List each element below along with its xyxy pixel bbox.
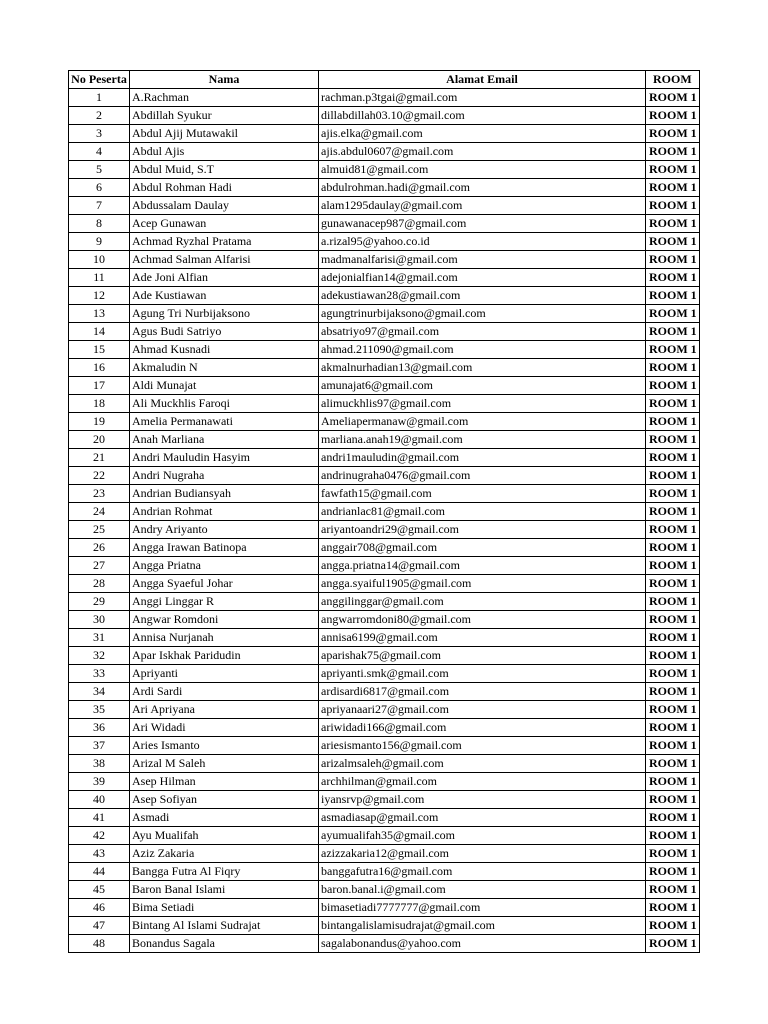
participant-email: ayumualifah35@gmail.com [319, 827, 646, 845]
participant-email: sagalabonandus@yahoo.com [319, 935, 646, 953]
row-number: 35 [69, 701, 130, 719]
participant-email: ajis.abdul0607@gmail.com [319, 143, 646, 161]
participant-email: andrianlac81@gmail.com [319, 503, 646, 521]
participant-table [68, 70, 700, 953]
table-row [69, 863, 700, 881]
table-row [69, 143, 700, 161]
table-row [69, 233, 700, 251]
participant-email: agungtrinurbijaksono@gmail.com [319, 305, 646, 323]
participant-email: gunawanacep987@gmail.com [319, 215, 646, 233]
room-assignment: ROOM 1 [646, 251, 700, 269]
room-assignment: ROOM 1 [646, 575, 700, 593]
room-assignment: ROOM 1 [646, 557, 700, 575]
row-number: 1 [69, 89, 130, 107]
room-assignment: ROOM 1 [646, 791, 700, 809]
participant-name: Angwar Romdoni [130, 611, 319, 629]
row-number: 3 [69, 125, 130, 143]
row-number: 13 [69, 305, 130, 323]
participant-email: bimasetiadi7777777@gmail.com [319, 899, 646, 917]
participant-email: asmadiasap@gmail.com [319, 809, 646, 827]
participant-name: Andri Nugraha [130, 467, 319, 485]
participant-name: Asep Hilman [130, 773, 319, 791]
row-number: 29 [69, 593, 130, 611]
participant-name: Abdul Muid, S.T [130, 161, 319, 179]
participant-name: Akmaludin N [130, 359, 319, 377]
participant-name: Aries Ismanto [130, 737, 319, 755]
table-row [69, 287, 700, 305]
table-row [69, 665, 700, 683]
participant-email: apriyanaari27@gmail.com [319, 701, 646, 719]
participant-name: Annisa Nurjanah [130, 629, 319, 647]
participant-email: apriyanti.smk@gmail.com [319, 665, 646, 683]
table-row [69, 485, 700, 503]
room-assignment: ROOM 1 [646, 287, 700, 305]
participant-email: marliana.anah19@gmail.com [319, 431, 646, 449]
row-number: 28 [69, 575, 130, 593]
row-number: 11 [69, 269, 130, 287]
participant-name: Abdillah Syukur [130, 107, 319, 125]
room-assignment: ROOM 1 [646, 737, 700, 755]
participant-name: Ahmad Kusnadi [130, 341, 319, 359]
participant-name: Ali Muckhlis Faroqi [130, 395, 319, 413]
participant-email: ariwidadi166@gmail.com [319, 719, 646, 737]
participant-name: Angga Irawan Batinopa [130, 539, 319, 557]
participant-name: Arizal M Saleh [130, 755, 319, 773]
participant-email: ajis.elka@gmail.com [319, 125, 646, 143]
row-number: 44 [69, 863, 130, 881]
row-number: 26 [69, 539, 130, 557]
room-assignment: ROOM 1 [646, 125, 700, 143]
participant-name: Apar Iskhak Paridudin [130, 647, 319, 665]
participant-email: Ameliapermanaw@gmail.com [319, 413, 646, 431]
participant-name: Ari Apriyana [130, 701, 319, 719]
participant-name: Ari Widadi [130, 719, 319, 737]
participant-email: adejonialfian14@gmail.com [319, 269, 646, 287]
participant-email: bintangalislamisudrajat@gmail.com [319, 917, 646, 935]
row-number: 20 [69, 431, 130, 449]
table-row [69, 89, 700, 107]
participant-email: anggair708@gmail.com [319, 539, 646, 557]
room-assignment: ROOM 1 [646, 827, 700, 845]
room-assignment: ROOM 1 [646, 503, 700, 521]
table-row [69, 251, 700, 269]
row-number: 16 [69, 359, 130, 377]
participant-name: Abdul Rohman Hadi [130, 179, 319, 197]
row-number: 42 [69, 827, 130, 845]
participant-email: angga.syaiful1905@gmail.com [319, 575, 646, 593]
table-row [69, 827, 700, 845]
row-number: 23 [69, 485, 130, 503]
table-row [69, 539, 700, 557]
row-number: 14 [69, 323, 130, 341]
row-number: 38 [69, 755, 130, 773]
participant-email: angwarromdoni80@gmail.com [319, 611, 646, 629]
row-number: 22 [69, 467, 130, 485]
table-row [69, 341, 700, 359]
table-row [69, 305, 700, 323]
room-assignment: ROOM 1 [646, 89, 700, 107]
room-assignment: ROOM 1 [646, 107, 700, 125]
participant-email: abdulrohman.hadi@gmail.com [319, 179, 646, 197]
participant-name: Abdul Ajis [130, 143, 319, 161]
room-assignment: ROOM 1 [646, 485, 700, 503]
room-assignment: ROOM 1 [646, 611, 700, 629]
room-assignment: ROOM 1 [646, 341, 700, 359]
table-row [69, 935, 700, 953]
participant-name: Ayu Mualifah [130, 827, 319, 845]
room-assignment: ROOM 1 [646, 269, 700, 287]
participant-email: archhilman@gmail.com [319, 773, 646, 791]
table-row [69, 809, 700, 827]
table-row [69, 737, 700, 755]
participant-email: baron.banal.i@gmail.com [319, 881, 646, 899]
table-row [69, 215, 700, 233]
header-no-peserta: No Peserta [69, 71, 130, 89]
row-number: 10 [69, 251, 130, 269]
participant-name: Anah Marliana [130, 431, 319, 449]
room-assignment: ROOM 1 [646, 521, 700, 539]
table-row [69, 413, 700, 431]
table-row [69, 197, 700, 215]
row-number: 21 [69, 449, 130, 467]
table-row [69, 179, 700, 197]
table-row [69, 269, 700, 287]
room-assignment: ROOM 1 [646, 539, 700, 557]
row-number: 12 [69, 287, 130, 305]
room-assignment: ROOM 1 [646, 809, 700, 827]
participant-email: azizzakaria12@gmail.com [319, 845, 646, 863]
table-row [69, 395, 700, 413]
row-number: 46 [69, 899, 130, 917]
participant-name: Acep Gunawan [130, 215, 319, 233]
room-assignment: ROOM 1 [646, 755, 700, 773]
room-assignment: ROOM 1 [646, 449, 700, 467]
participant-name: Andrian Rohmat [130, 503, 319, 521]
table-row [69, 125, 700, 143]
table-row [69, 719, 700, 737]
row-number: 45 [69, 881, 130, 899]
participant-email: alam1295daulay@gmail.com [319, 197, 646, 215]
participant-email: arizalmsaleh@gmail.com [319, 755, 646, 773]
table-row [69, 755, 700, 773]
table-row [69, 773, 700, 791]
table-body [69, 89, 700, 953]
table-row [69, 917, 700, 935]
room-assignment: ROOM 1 [646, 917, 700, 935]
participant-name: Aldi Munajat [130, 377, 319, 395]
header-row [69, 71, 700, 89]
participant-email: andrinugraha0476@gmail.com [319, 467, 646, 485]
participant-email: andri1mauludin@gmail.com [319, 449, 646, 467]
participant-email: akmalnurhadian13@gmail.com [319, 359, 646, 377]
row-number: 18 [69, 395, 130, 413]
participant-name: Agung Tri Nurbijaksono [130, 305, 319, 323]
table-row [69, 593, 700, 611]
header-alamat-email: Alamat Email [319, 71, 646, 89]
participant-name: Angga Syaeful Johar [130, 575, 319, 593]
participant-name: Bintang Al Islami Sudrajat [130, 917, 319, 935]
table-row [69, 323, 700, 341]
room-assignment: ROOM 1 [646, 935, 700, 953]
participant-name: Ade Joni Alfian [130, 269, 319, 287]
table-row [69, 377, 700, 395]
participant-name: Angga Priatna [130, 557, 319, 575]
row-number: 39 [69, 773, 130, 791]
row-number: 2 [69, 107, 130, 125]
row-number: 7 [69, 197, 130, 215]
participant-name: Ade Kustiawan [130, 287, 319, 305]
table-row [69, 503, 700, 521]
table-row [69, 521, 700, 539]
row-number: 24 [69, 503, 130, 521]
row-number: 48 [69, 935, 130, 953]
participant-name: Apriyanti [130, 665, 319, 683]
table-row [69, 701, 700, 719]
row-number: 33 [69, 665, 130, 683]
participant-email: iyansrvp@gmail.com [319, 791, 646, 809]
table-row [69, 575, 700, 593]
participant-name: Agus Budi Satriyo [130, 323, 319, 341]
row-number: 17 [69, 377, 130, 395]
participant-name: Ardi Sardi [130, 683, 319, 701]
participant-email: annisa6199@gmail.com [319, 629, 646, 647]
participant-email: fawfath15@gmail.com [319, 485, 646, 503]
table-row [69, 629, 700, 647]
table-row [69, 881, 700, 899]
participant-email: rachman.p3tgai@gmail.com [319, 89, 646, 107]
row-number: 6 [69, 179, 130, 197]
participant-email: amunajat6@gmail.com [319, 377, 646, 395]
room-assignment: ROOM 1 [646, 359, 700, 377]
participant-name: Abdul Ajij Mutawakil [130, 125, 319, 143]
participant-name: Achmad Salman Alfarisi [130, 251, 319, 269]
row-number: 15 [69, 341, 130, 359]
room-assignment: ROOM 1 [646, 233, 700, 251]
participant-email: angga.priatna14@gmail.com [319, 557, 646, 575]
row-number: 25 [69, 521, 130, 539]
room-assignment: ROOM 1 [646, 377, 700, 395]
table-row [69, 161, 700, 179]
row-number: 31 [69, 629, 130, 647]
room-assignment: ROOM 1 [646, 719, 700, 737]
room-assignment: ROOM 1 [646, 143, 700, 161]
table-row [69, 359, 700, 377]
table-row [69, 449, 700, 467]
participant-name: Achmad Ryzhal Pratama [130, 233, 319, 251]
table-row [69, 467, 700, 485]
room-assignment: ROOM 1 [646, 431, 700, 449]
room-assignment: ROOM 1 [646, 305, 700, 323]
table-row [69, 647, 700, 665]
row-number: 43 [69, 845, 130, 863]
room-assignment: ROOM 1 [646, 215, 700, 233]
room-assignment: ROOM 1 [646, 773, 700, 791]
table-row [69, 899, 700, 917]
room-assignment: ROOM 1 [646, 323, 700, 341]
room-assignment: ROOM 1 [646, 413, 700, 431]
participant-email: anggilinggar@gmail.com [319, 593, 646, 611]
row-number: 27 [69, 557, 130, 575]
participant-name: A.Rachman [130, 89, 319, 107]
table-row [69, 845, 700, 863]
participant-email: almuid81@gmail.com [319, 161, 646, 179]
participant-name: Asmadi [130, 809, 319, 827]
participant-email: ahmad.211090@gmail.com [319, 341, 646, 359]
participant-name: Anggi Linggar R [130, 593, 319, 611]
header-nama: Nama [130, 71, 319, 89]
row-number: 4 [69, 143, 130, 161]
participant-name: Abdussalam Daulay [130, 197, 319, 215]
participant-email: aparishak75@gmail.com [319, 647, 646, 665]
room-assignment: ROOM 1 [646, 899, 700, 917]
participant-name: Bonandus Sagala [130, 935, 319, 953]
participant-email: absatriyo97@gmail.com [319, 323, 646, 341]
room-assignment: ROOM 1 [646, 161, 700, 179]
room-assignment: ROOM 1 [646, 683, 700, 701]
row-number: 30 [69, 611, 130, 629]
room-assignment: ROOM 1 [646, 593, 700, 611]
participant-name: Amelia Permanawati [130, 413, 319, 431]
room-assignment: ROOM 1 [646, 197, 700, 215]
participant-name: Andri Mauludin Hasyim [130, 449, 319, 467]
table-row [69, 557, 700, 575]
participant-name: Andrian Budiansyah [130, 485, 319, 503]
room-assignment: ROOM 1 [646, 629, 700, 647]
room-assignment: ROOM 1 [646, 881, 700, 899]
participant-name: Asep Sofiyan [130, 791, 319, 809]
room-assignment: ROOM 1 [646, 395, 700, 413]
room-assignment: ROOM 1 [646, 863, 700, 881]
participant-email: alimuckhlis97@gmail.com [319, 395, 646, 413]
participant-name: Andry Ariyanto [130, 521, 319, 539]
row-number: 41 [69, 809, 130, 827]
row-number: 36 [69, 719, 130, 737]
participant-email: ariyantoandri29@gmail.com [319, 521, 646, 539]
participant-email: dillabdillah03.10@gmail.com [319, 107, 646, 125]
room-assignment: ROOM 1 [646, 665, 700, 683]
participant-name: Bangga Futra Al Fiqry [130, 863, 319, 881]
participant-name: Bima Setiadi [130, 899, 319, 917]
table-row [69, 431, 700, 449]
participant-name: Baron Banal Islami [130, 881, 319, 899]
room-assignment: ROOM 1 [646, 701, 700, 719]
participant-email: ardisardi6817@gmail.com [319, 683, 646, 701]
participant-email: a.rizal95@yahoo.co.id [319, 233, 646, 251]
row-number: 37 [69, 737, 130, 755]
participant-email: banggafutra16@gmail.com [319, 863, 646, 881]
table-row [69, 107, 700, 125]
room-assignment: ROOM 1 [646, 845, 700, 863]
row-number: 47 [69, 917, 130, 935]
row-number: 32 [69, 647, 130, 665]
table-row [69, 683, 700, 701]
participant-email: ariesismanto156@gmail.com [319, 737, 646, 755]
participant-email: madmanalfarisi@gmail.com [319, 251, 646, 269]
row-number: 34 [69, 683, 130, 701]
row-number: 40 [69, 791, 130, 809]
row-number: 8 [69, 215, 130, 233]
room-assignment: ROOM 1 [646, 467, 700, 485]
room-assignment: ROOM 1 [646, 647, 700, 665]
table-row [69, 791, 700, 809]
room-assignment: ROOM 1 [646, 179, 700, 197]
header-room: ROOM [646, 71, 700, 89]
participant-name: Aziz Zakaria [130, 845, 319, 863]
table-row [69, 611, 700, 629]
row-number: 19 [69, 413, 130, 431]
row-number: 9 [69, 233, 130, 251]
row-number: 5 [69, 161, 130, 179]
participant-email: adekustiawan28@gmail.com [319, 287, 646, 305]
